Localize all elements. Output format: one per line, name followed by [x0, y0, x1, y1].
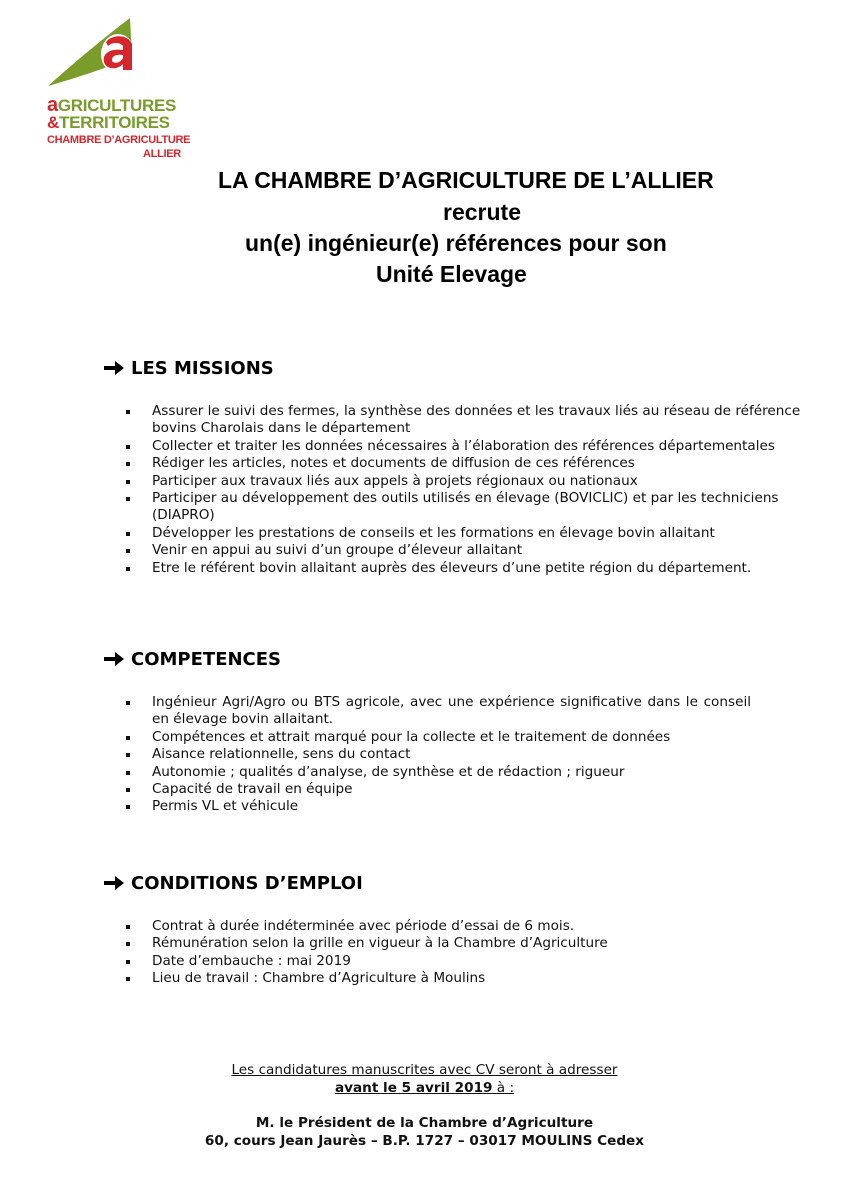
- list-item: Développer les prestations de conseils et les formations en élevage bovin allaitant: [103, 525, 803, 542]
- conditions-section: [103, 869, 803, 988]
- missions-heading-text: LES MISSIONS: [131, 357, 274, 379]
- logo-text-agricultures: aGRICULTURES: [47, 94, 177, 116]
- logo-text-territoires: &TERRITOIRES: [47, 113, 170, 132]
- deadline-line: [0, 1080, 849, 1098]
- deadline-tail: à :: [492, 1080, 515, 1096]
- list-item: Lieu de travail : Chambre d’Agriculture à Moulins: [103, 970, 803, 987]
- list-item: Date d’embauche : mai 2019: [103, 953, 803, 970]
- competences-heading: [103, 645, 803, 673]
- postal-address: 60, cours Jean Jaurès – B.P. 1727 – 03017 MOULINS Cedex: [204, 1133, 645, 1149]
- conditions-list: [103, 918, 803, 988]
- addressee: M. le Président de la Chambre d’Agriculture: [255, 1115, 594, 1131]
- arrow-right-icon: [103, 874, 125, 892]
- missions-list: [103, 403, 803, 577]
- list-item: Rémunération selon la grille en vigueur à la Chambre d’Agriculture: [103, 935, 803, 952]
- list-item: Aisance relationnelle, sens du contact: [103, 746, 803, 763]
- page-title-line2: recrute: [443, 199, 521, 225]
- list-item: Capacité de travail en équipe: [103, 781, 803, 798]
- list-item: Assurer le suivi des fermes, la synthèse des données et les travaux liés au réseau de référence bovins Charolais dans le département: [103, 403, 803, 438]
- leaf-logo-icon: [46, 14, 136, 92]
- application-instructions-text: Les candidatures manuscrites avec CV seront à adresser: [231, 1062, 618, 1078]
- missions-heading: [103, 354, 803, 382]
- logo-text-chambre: CHAMBRE D’AGRICULTURE: [47, 134, 191, 146]
- arrow-right-icon: [103, 650, 125, 668]
- application-instructions: [0, 1062, 849, 1080]
- list-item: Permis VL et véhicule: [103, 798, 803, 815]
- list-item: Venir en appui au suivi d’un groupe d’éleveur allaitant: [103, 542, 803, 559]
- page-title-line1: LA CHAMBRE D’AGRICULTURE DE L’ALLIER: [218, 167, 714, 193]
- list-item: Contrat à durée indéterminée avec période d’essai de 6 mois.: [103, 918, 803, 935]
- competences-list: [103, 694, 803, 816]
- list-item: Compétences et attrait marqué pour la collecte et le traitement de données: [103, 729, 803, 746]
- logo-text-allier: ALLIER: [143, 148, 181, 160]
- chamber-logo: [44, 14, 191, 164]
- list-item: Ingénieur Agri/Agro ou BTS agricole, avec une expérience significative dans le conseil en élevage bovin allaitant.: [103, 694, 803, 729]
- competences-heading-text: COMPETENCES: [131, 648, 282, 670]
- conditions-heading: [103, 869, 803, 897]
- deadline-text: avant le 5 avril 2019: [334, 1080, 493, 1096]
- list-item: Participer au développement des outils utilisés en élevage (BOVICLIC) et par les techniciens (DIAPRO): [103, 490, 803, 525]
- list-item: Rédiger les articles, notes et documents de diffusion de ces références: [103, 455, 803, 472]
- competences-section: [103, 645, 803, 816]
- conditions-heading-text: CONDITIONS D’EMPLOI: [131, 872, 363, 894]
- list-item: Collecter et traiter les données nécessaires à l’élaboration des références départementales: [103, 438, 803, 455]
- list-item: Etre le référent bovin allaitant auprès des éleveurs d’une petite région du département.: [103, 560, 803, 577]
- list-item: Autonomie ; qualités d’analyse, de synthèse et de rédaction ; rigueur: [103, 764, 803, 781]
- page-title-line3: un(e) ingénieur(e) références pour son: [245, 230, 667, 256]
- missions-section: [103, 354, 803, 577]
- list-item: Participer aux travaux liés aux appels à projets régionaux ou nationaux: [103, 473, 803, 490]
- arrow-right-icon: [103, 359, 125, 377]
- page-title-line4: Unité Elevage: [376, 261, 527, 287]
